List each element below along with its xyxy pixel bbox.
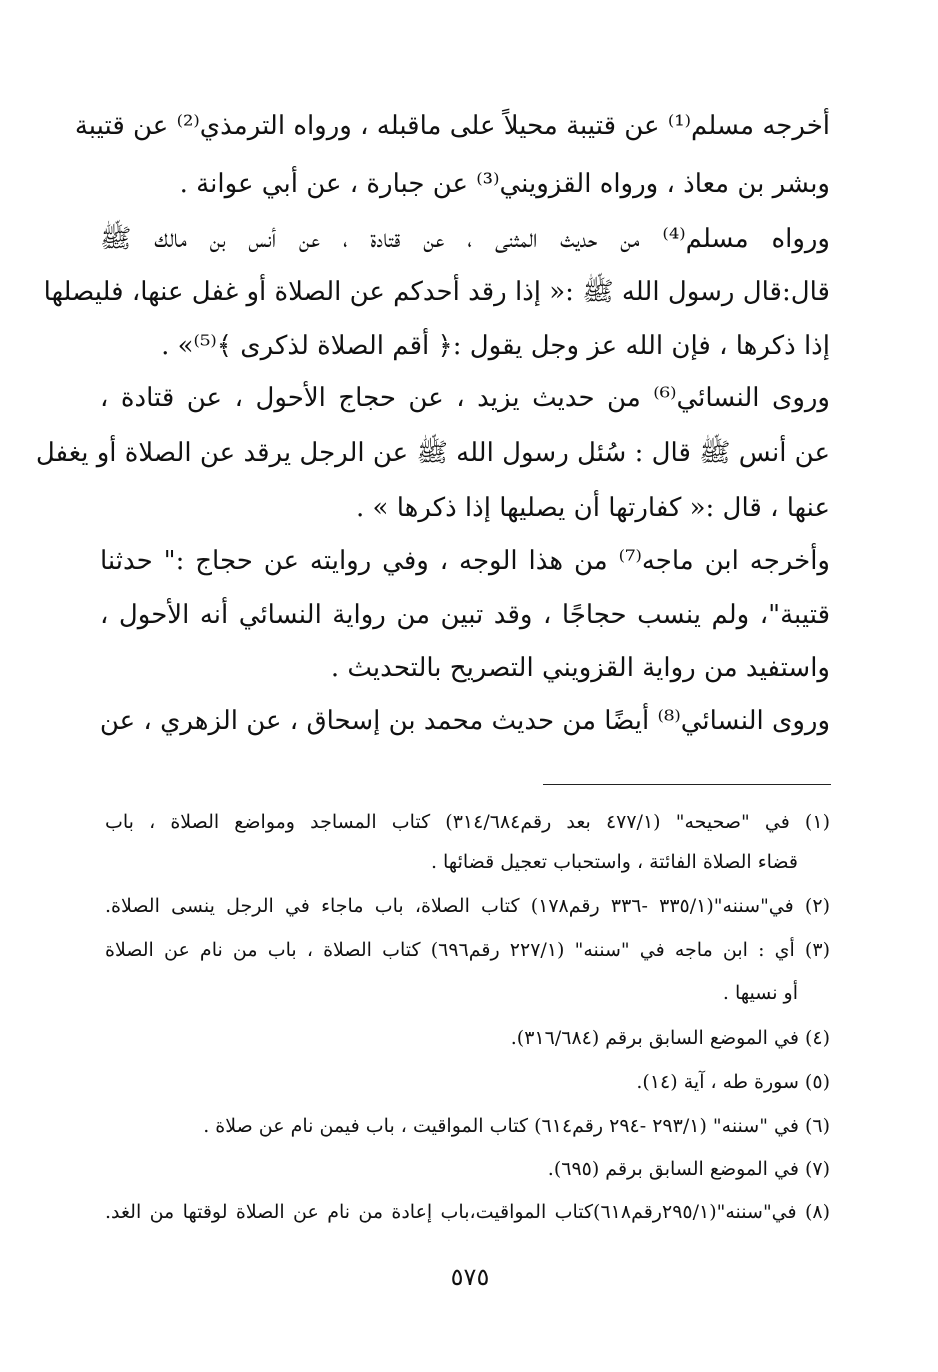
footnote-7: (٧) في الموضع السابق برقم (٦٩٥). [547,1158,830,1180]
body-line-7: عن أنس ﷺ قال : سُئل رسول الله ﷺ عن الرجل يرقد عن الصلاة أو يغفل [35,438,830,468]
body-line-11: واستفيد من رواية القزويني التصريح بالتحديث . [330,653,830,683]
footnote-2: (٢) في"سننه"(٣٣٥/١ -٣٣٦ رقم١٧٨) كتاب الصلاة، باب ماجاء في الرجل ينسى الصلاة. [105,895,830,917]
body-line-6: وروى النسائي⁽⁶⁾ من حديث يزيد ، عن حجاج الأحول ، عن قتادة ، [100,383,830,413]
footnote-separator [543,784,831,785]
body-line-12: وروى النسائي⁽⁸⁾ أيضًا من حديث محمد بن إسحاق ، عن الزهري ، عن [99,706,830,736]
footnote-3-continued: أو نسيها . [722,982,798,1004]
footnote-3: (٣) أي : ابن ماجه في "سننه" (٢٢٧/١ رقم٦٩٦) كتاب الصلاة ، باب من نام عن الصلاة [105,939,830,961]
footnote-8: (٨) في"سننه"(٢٩٥/١رقم٦١٨)كتاب المواقيت،باب إعادة من نام عن الصلاة لوقتها من الغد. [105,1201,830,1223]
body-line-4: قال:قال رسول الله ﷺ :« إذا رقد أحدكم عن الصلاة أو غفل عنها، فليصلها [43,277,830,307]
footnote-1-continued: قضاء الصلاة الفائتة ، واستحباب تعجيل قضائها . [430,851,798,873]
page-number: ٥٧٥ [450,1263,490,1291]
footnote-5: (٥) سورة طه ، آية (١٤). [636,1071,830,1093]
body-line-5: إذا ذكرها ، فإن الله عز وجل يقول :﴿ أقم الصلاة لذكرى ﴾⁽⁵⁾» . [161,331,830,361]
body-line-10: قتيبة"، ولم ينسب حجاجًا ، وقد تبين من رواية النسائي أنه الأحول ، [100,600,830,630]
body-line-2: وبشر بن معاذ ، ورواه القزويني⁽³⁾ عن جبارة ، عن أبي عوانة . [179,169,830,199]
footnote-4: (٤) في الموضع السابق برقم (٣١٦/٦٨٤). [510,1027,830,1049]
body-line-8: عنها ، قال :« كفارتها أن يصليها إذا ذكرها » . [356,493,830,523]
body-line-9: وأخرجه ابن ماجه⁽⁷⁾ من هذا الوجه ، وفي روايته عن حجاج :" حدثنا [100,546,830,576]
footnote-6: (٦) في "سننه" (٢٩٣/١ -٢٩٤ رقم٦١٤) كتاب المواقيت ، باب فيمن نام عن صلاة . [203,1115,830,1137]
body-line-1: أخرجه مسلم⁽¹⁾ عن قتيبة محيلاً على ماقبله ، ورواه الترمذي⁽²⁾ عن قتيبة [74,111,830,141]
footnote-1: (١) في "صحيحه" (٤٧٧/١ بعد رقم٣١٤/٦٨٤) كتاب المساجد ومواضع الصلاة ، باب [105,811,830,833]
body-line-3: ورواه مسلم⁽⁴⁾ من حديث المثنى ، عن قتادة ، عن أنس بن مالك ﷺ [100,224,830,254]
